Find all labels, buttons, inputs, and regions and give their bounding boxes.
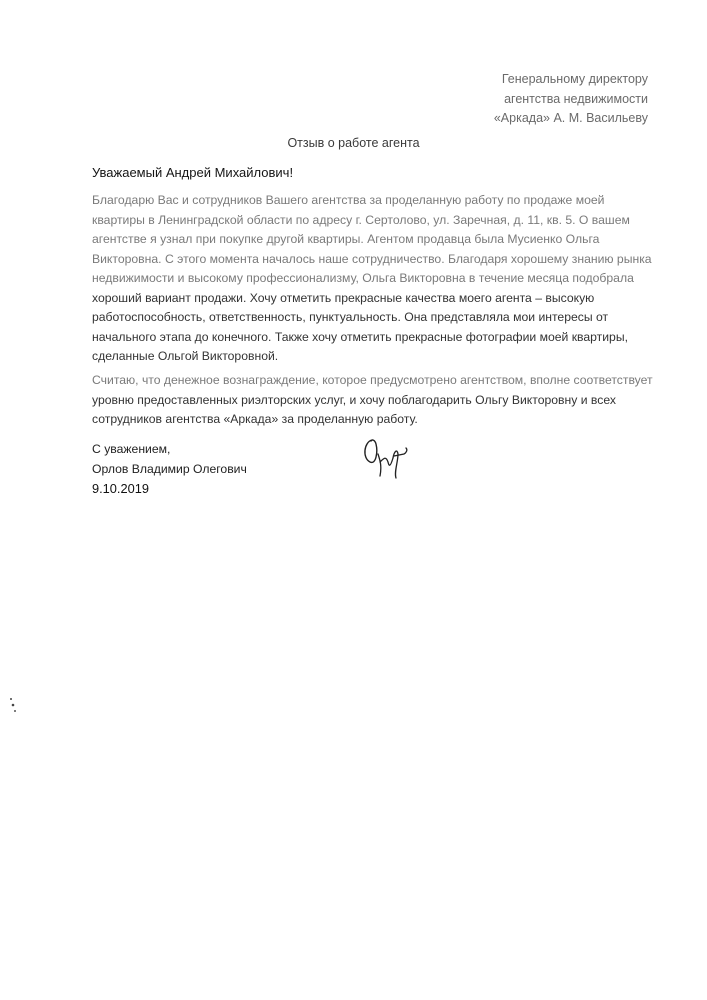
paragraph-line: агентстве я узнал при покупке другой квартиры. Агентом продавца была Мусиенко Ольга (92, 232, 600, 246)
addressee-line: Генеральному директору (501, 72, 648, 86)
salutation: Уважаемый Андрей Михайлович! (92, 165, 294, 180)
paragraph-line: квартиры в Ленинградской области по адресу г. Сертолово, ул. Заречная, д. 11, кв. 5. О вашем (92, 212, 630, 227)
paragraph-line: работоспособность, ответственность, пунктуальность. Она представляла мои интересы от (92, 310, 609, 324)
addressee-line: «Аркада» А. М. Васильеву (493, 111, 648, 125)
handwritten-signature (360, 432, 412, 482)
paragraph-line: хороший вариант продажи. Хочу отметить прекрасные качества моего агента – высокую (92, 290, 595, 305)
closing-regards: С уважением, (92, 442, 171, 456)
paragraph-line: Считаю, что денежное вознаграждение, которое предусмотрено агентством, вполне соответствует (92, 373, 653, 387)
author-name: Орлов Владимир Олегович (92, 461, 247, 476)
paragraph-line: начального этапа до конечного. Также хочу отметить прекрасные фотографии моей квартиры, (92, 329, 628, 344)
document-title: Отзыв о работе агента (287, 136, 420, 150)
addressee-block (494, 70, 648, 129)
paragraph-line: сотрудников агентства «Аркада» за проделанную работу. (92, 412, 418, 426)
paragraph-line: сделанные Ольгой Викторовной. (92, 349, 279, 363)
letter-date: 9.10.2019 (92, 481, 149, 496)
addressee-line: агентства недвижимости (504, 91, 648, 106)
paragraph-line: Викторовна. С этого момента началось наше сотрудничество. Благодаря хорошему знанию рынка (92, 251, 652, 266)
body-paragraph-2 (92, 371, 662, 430)
closing-block (92, 440, 247, 499)
body-paragraph-1 (92, 191, 662, 367)
paragraph-line: Благодарю Вас и сотрудников Вашего агентства за проделанную работу по продаже моей (92, 193, 605, 207)
scan-speck (6, 696, 20, 716)
paragraph-line: уровню предоставленных риэлторских услуг, и хочу поблагодарить Ольгу Викторовну и всех (92, 392, 616, 407)
paragraph-line: недвижимости и высокому профессионализму, Ольга Викторовна в течение месяца подобрала (92, 271, 634, 285)
